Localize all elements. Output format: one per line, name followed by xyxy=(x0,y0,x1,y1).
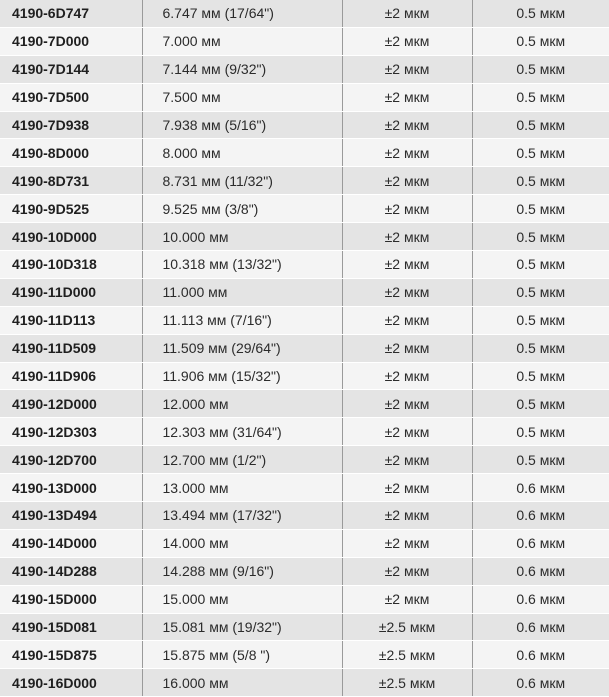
tolerance-cell: ±2 мкм xyxy=(342,474,472,502)
resolution-cell: 0.6 мкм xyxy=(472,502,609,530)
model-cell: 4190-12D000 xyxy=(0,390,142,418)
size-cell: 11.113 мм (7/16") xyxy=(142,306,342,334)
tolerance-cell: ±2 мкм xyxy=(342,306,472,334)
resolution-cell: 0.5 мкм xyxy=(472,167,609,195)
tolerance-cell: ±2 мкм xyxy=(342,55,472,83)
table-row xyxy=(0,195,609,223)
tolerance-cell: ±2.5 мкм xyxy=(342,641,472,669)
size-cell: 10.318 мм (13/32") xyxy=(142,251,342,279)
resolution-cell: 0.6 мкм xyxy=(472,557,609,585)
tolerance-cell: ±2.5 мкм xyxy=(342,613,472,641)
resolution-cell: 0.5 мкм xyxy=(472,83,609,111)
table-row xyxy=(0,55,609,83)
resolution-cell: 0.5 мкм xyxy=(472,0,609,27)
resolution-cell: 0.5 мкм xyxy=(472,55,609,83)
size-cell: 15.875 мм (5/8 ") xyxy=(142,641,342,669)
table-row xyxy=(0,362,609,390)
resolution-cell: 0.5 мкм xyxy=(472,418,609,446)
tolerance-cell: ±2 мкм xyxy=(342,362,472,390)
size-cell: 6.747 мм (17/64") xyxy=(142,0,342,27)
table-row xyxy=(0,334,609,362)
table-row xyxy=(0,418,609,446)
model-cell: 4190-12D303 xyxy=(0,418,142,446)
tolerance-cell: ±2 мкм xyxy=(342,83,472,111)
table-row xyxy=(0,502,609,530)
resolution-cell: 0.5 мкм xyxy=(472,223,609,251)
size-cell: 13.000 мм xyxy=(142,474,342,502)
resolution-cell: 0.5 мкм xyxy=(472,251,609,279)
size-cell: 11.906 мм (15/32") xyxy=(142,362,342,390)
size-cell: 12.700 мм (1/2") xyxy=(142,446,342,474)
table-row xyxy=(0,585,609,613)
model-cell: 4190-10D318 xyxy=(0,251,142,279)
model-cell: 4190-12D700 xyxy=(0,446,142,474)
model-cell: 4190-14D000 xyxy=(0,529,142,557)
resolution-cell: 0.6 мкм xyxy=(472,474,609,502)
tolerance-cell: ±2 мкм xyxy=(342,334,472,362)
resolution-cell: 0.5 мкм xyxy=(472,362,609,390)
model-cell: 4190-7D938 xyxy=(0,111,142,139)
resolution-cell: 0.5 мкм xyxy=(472,334,609,362)
resolution-cell: 0.5 мкм xyxy=(472,111,609,139)
resolution-cell: 0.5 мкм xyxy=(472,278,609,306)
model-cell: 4190-15D081 xyxy=(0,613,142,641)
resolution-cell: 0.6 мкм xyxy=(472,613,609,641)
model-cell: 4190-16D000 xyxy=(0,669,142,697)
model-cell: 4190-13D000 xyxy=(0,474,142,502)
tolerance-cell: ±2 мкм xyxy=(342,0,472,27)
table-row xyxy=(0,251,609,279)
tolerance-cell: ±2 мкм xyxy=(342,502,472,530)
table-row xyxy=(0,83,609,111)
size-cell: 14.000 мм xyxy=(142,529,342,557)
tolerance-cell: ±2.5 мкм xyxy=(342,669,472,697)
table-row xyxy=(0,474,609,502)
size-cell: 9.525 мм (3/8") xyxy=(142,195,342,223)
size-cell: 8.731 мм (11/32") xyxy=(142,167,342,195)
model-cell: 4190-13D494 xyxy=(0,502,142,530)
tolerance-cell: ±2 мкм xyxy=(342,390,472,418)
model-cell: 4190-11D906 xyxy=(0,362,142,390)
model-cell: 4190-10D000 xyxy=(0,223,142,251)
tolerance-cell: ±2 мкм xyxy=(342,195,472,223)
tolerance-cell: ±2 мкм xyxy=(342,223,472,251)
size-cell: 7.144 мм (9/32") xyxy=(142,55,342,83)
tolerance-cell: ±2 мкм xyxy=(342,278,472,306)
tolerance-cell: ±2 мкм xyxy=(342,251,472,279)
size-cell: 12.303 мм (31/64") xyxy=(142,418,342,446)
table-row xyxy=(0,0,609,27)
size-cell: 10.000 мм xyxy=(142,223,342,251)
size-cell: 7.938 мм (5/16") xyxy=(142,111,342,139)
model-cell: 4190-15D000 xyxy=(0,585,142,613)
resolution-cell: 0.5 мкм xyxy=(472,195,609,223)
table-row xyxy=(0,641,609,669)
size-cell: 11.509 мм (29/64") xyxy=(142,334,342,362)
size-cell: 7.000 мм xyxy=(142,27,342,55)
resolution-cell: 0.5 мкм xyxy=(472,306,609,334)
table-row xyxy=(0,111,609,139)
model-cell: 4190-14D288 xyxy=(0,557,142,585)
model-cell: 4190-9D525 xyxy=(0,195,142,223)
table-row xyxy=(0,390,609,418)
size-cell: 12.000 мм xyxy=(142,390,342,418)
resolution-cell: 0.6 мкм xyxy=(472,641,609,669)
model-cell: 4190-6D747 xyxy=(0,0,142,27)
size-cell: 7.500 мм xyxy=(142,83,342,111)
tolerance-cell: ±2 мкм xyxy=(342,446,472,474)
table-row xyxy=(0,669,609,697)
resolution-cell: 0.6 мкм xyxy=(472,529,609,557)
tolerance-cell: ±2 мкм xyxy=(342,139,472,167)
table-row xyxy=(0,446,609,474)
size-cell: 8.000 мм xyxy=(142,139,342,167)
table-row xyxy=(0,529,609,557)
resolution-cell: 0.6 мкм xyxy=(472,585,609,613)
model-cell: 4190-8D000 xyxy=(0,139,142,167)
tolerance-cell: ±2 мкм xyxy=(342,418,472,446)
size-cell: 16.000 мм xyxy=(142,669,342,697)
resolution-cell: 0.5 мкм xyxy=(472,446,609,474)
tolerance-cell: ±2 мкм xyxy=(342,167,472,195)
tolerance-cell: ±2 мкм xyxy=(342,557,472,585)
resolution-cell: 0.5 мкм xyxy=(472,139,609,167)
tolerance-cell: ±2 мкм xyxy=(342,111,472,139)
tolerance-cell: ±2 мкм xyxy=(342,27,472,55)
size-cell: 15.000 мм xyxy=(142,585,342,613)
table-row xyxy=(0,27,609,55)
resolution-cell: 0.5 мкм xyxy=(472,27,609,55)
table-row xyxy=(0,139,609,167)
model-cell: 4190-7D000 xyxy=(0,27,142,55)
model-cell: 4190-11D113 xyxy=(0,306,142,334)
model-cell: 4190-7D500 xyxy=(0,83,142,111)
table-row xyxy=(0,167,609,195)
table-row xyxy=(0,306,609,334)
table-row xyxy=(0,223,609,251)
table-row xyxy=(0,557,609,585)
model-cell: 4190-11D000 xyxy=(0,278,142,306)
size-cell: 11.000 мм xyxy=(142,278,342,306)
model-cell: 4190-11D509 xyxy=(0,334,142,362)
model-cell: 4190-8D731 xyxy=(0,167,142,195)
size-cell: 15.081 мм (19/32") xyxy=(142,613,342,641)
resolution-cell: 0.6 мкм xyxy=(472,669,609,697)
size-cell: 13.494 мм (17/32") xyxy=(142,502,342,530)
table-row xyxy=(0,278,609,306)
table-row xyxy=(0,613,609,641)
tolerance-cell: ±2 мкм xyxy=(342,585,472,613)
tolerance-cell: ±2 мкм xyxy=(342,529,472,557)
model-cell: 4190-7D144 xyxy=(0,55,142,83)
size-cell: 14.288 мм (9/16") xyxy=(142,557,342,585)
model-cell: 4190-15D875 xyxy=(0,641,142,669)
resolution-cell: 0.5 мкм xyxy=(472,390,609,418)
